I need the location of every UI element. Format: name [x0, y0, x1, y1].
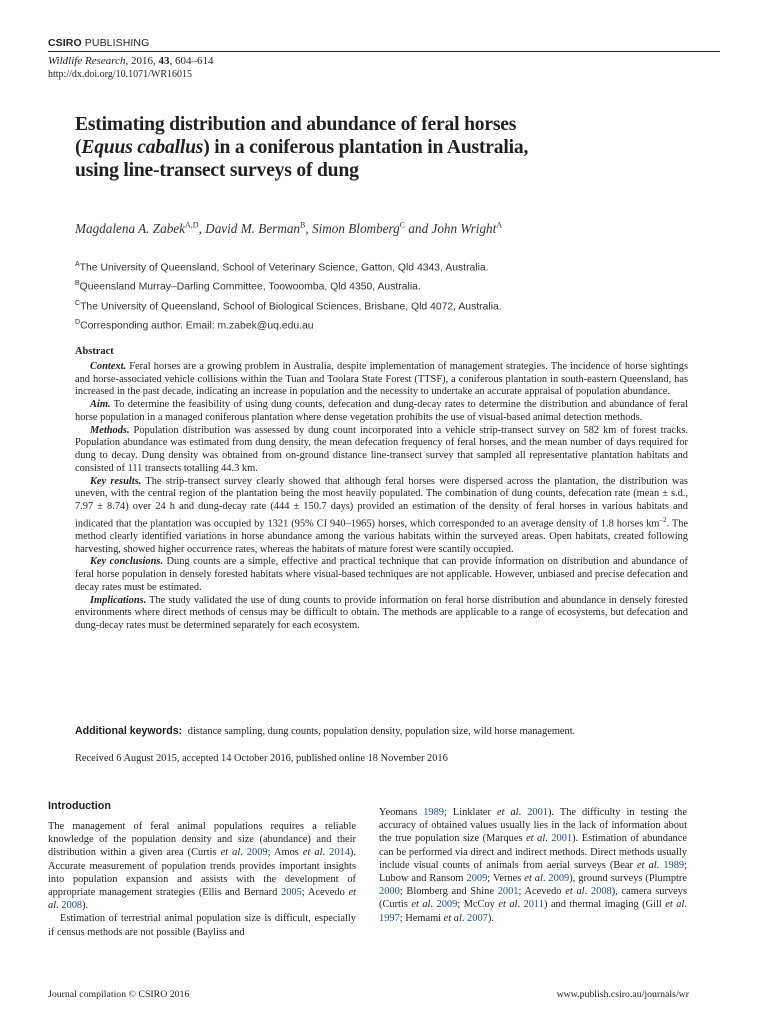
citation-link[interactable]: 2001 [527, 807, 548, 818]
article-title [75, 113, 705, 182]
text-run: ). Estimation of abundance can be performed via direct and indirect methods. Direct methods usually include visual counts of animals from aerial surveys (Bear [379, 833, 687, 871]
et-al: et al [220, 847, 241, 859]
abstract [75, 346, 688, 633]
author [431, 221, 502, 236]
citation-link[interactable]: 2011 [523, 899, 544, 911]
text-run: ). Accurate measurement of population trends provides important insights into population expansion and assists with the development of appropriate management strategies (Ellis and Bernard [48, 847, 356, 899]
intro-paragraph-2-cont [379, 806, 687, 925]
et-al: et al [637, 859, 657, 871]
abstract-methods [75, 425, 688, 476]
author [75, 221, 205, 236]
abstract-implications [75, 595, 688, 633]
results-text: The strip-transect survey clearly showed that although feral horses were dispersed across the plantation, the distribution was uneven, with the central region of the plantation being the most heavily populated. The combination of dung counts, defecation rate (mean ± s.d., 7.97 ± 8.74) over 24 h and dung-decay rate (444 ± 150.7 days) provided an estimation of the density of feral horses in various habitats and indicated that the plantation was occupied by 1321 (95% CI 940–1965) horses, which corresponded to an average density of 1.8 horses km [75, 475, 688, 530]
author-affil-mark: B [300, 221, 306, 230]
conclusions-label: Key conclusions. [90, 556, 164, 568]
et-al: et al [496, 807, 519, 818]
journal-name: Wildlife Research [48, 55, 126, 67]
context-text: Feral horses are a growing problem in Australia, despite implementation of management strategies. The incidence of horse sightings and horse-associated vehicle collisions within the Tuan and Toolara State Forest (TTSF), a coniferous plantation in south-eastern Queensland, has increased in the past decade, indicating an increase in population and the necessity to undertake an accurate appraisal of population abundance. [75, 360, 688, 398]
citation-link[interactable]: 2009 [246, 847, 268, 859]
implications-text: The study validated the use of dung counts to provide information on feral horse distribution and abundance in densely forested environments where direct methods of census may be difficult to obtain. The methods are applicable to a range of ecosystems, but defecation and dung-decay rates must be determined separately for each ecosystem. [75, 594, 688, 632]
author-list [75, 221, 502, 237]
citation-link[interactable]: 2005 [281, 887, 302, 899]
abstract-heading: Abstract [75, 346, 114, 357]
text-run: ). [487, 912, 494, 924]
text-run: . [461, 912, 468, 924]
affiliation-mark: D [75, 319, 81, 327]
affiliation-text[interactable]: Corresponding author. Email: m.zabek@uq.edu.au [80, 320, 314, 332]
text-run: ; Amos [267, 847, 303, 859]
affiliation-text: The University of Queensland, School of Biological Sciences, Brisbane, Qld 4072, Australia. [80, 301, 502, 313]
abstract-aim [75, 399, 688, 425]
text-run: . [56, 900, 62, 912]
citation-link[interactable]: 1989 [663, 859, 685, 871]
affiliation [75, 315, 502, 334]
aim-text: To determine the feasibility of using dung counts, defecation and dung-decay rates to determine the distribution and abundance of feral horse population in a managed coniferous plantation where dense vegetation prohibits the use of visual-based animal detection methods. [75, 399, 688, 423]
text-run: . [656, 859, 664, 871]
text-run: ; Acevedo [301, 887, 349, 899]
conclusions-text: Dung counts are a simple, effective and practical technique that can provide information on distribution and abundance of feral horse population in densely forested habitats where visual-based techniques are not applicable. However, unbiased and precise defecation and decay rates must be estimated. [75, 556, 688, 593]
affiliation-mark: B [75, 280, 80, 288]
text-run: . [545, 833, 552, 845]
methods-text: Population distribution was assessed by dung count incorporated into a vehicle strip-transect survey on 582 km of forest tracks. Population abundance was estimated from dung density, the mean defecation frequency of feral horses, and the mean number of days required for dung to decay. Dung density was obtained from on-ground distance line-transect survey that sampled all representative plantation habitats and consisted of 111 transects totalling 44.3 km. [75, 424, 688, 474]
et-al: et al [48, 887, 357, 912]
text-run: ; Acevedo [518, 886, 566, 898]
affiliation-mark: A [75, 261, 80, 268]
footer-copyright: Journal compilation © CSIRO 2016 [48, 989, 190, 1000]
footer-url[interactable]: www.publish.csiro.au/journals/wr [556, 989, 689, 1000]
citation-link[interactable]: 1997 [379, 912, 400, 924]
affiliation-text: The University of Queensland, School of Veterinary Science, Gatton, Qld 4343, Australia. [79, 262, 489, 274]
text-run: . [517, 899, 524, 911]
affiliation [75, 276, 502, 295]
abstract-results [75, 476, 688, 557]
journal-year: , 2016, [125, 55, 159, 67]
additional-keywords [75, 725, 575, 737]
et-al: et al [411, 899, 431, 911]
text-run: . [584, 886, 591, 898]
title-line-3: using line-transect surveys of dung [75, 160, 359, 181]
header-rule [48, 51, 720, 52]
affiliation-mark: C [75, 299, 81, 307]
author-name: John Wright [431, 221, 497, 237]
text-run: ; Blomberg and Shine [399, 886, 498, 898]
title-line-2 [75, 136, 705, 159]
affiliation [75, 257, 502, 276]
et-al: et al [443, 912, 462, 924]
results-text-cont: . The method clearly identified variations in horse abundance among the various habitats within the surveyed areas. Open habitats, created following harvesting, showed higher occurrence rates, whereas the habitats of mature forest were scantily occupied. [75, 518, 688, 555]
author-sep: and [405, 221, 432, 237]
text-run: ; Lubow and Ransom [379, 859, 687, 885]
text-run: ; Vernes [487, 873, 525, 885]
intro-paragraph-1 [48, 820, 356, 912]
affiliation-text: Queensland Murray–Darling Committee, Toowoomba, Qld 4350, Australia. [79, 281, 421, 293]
journal-volume: 43 [158, 55, 170, 67]
methods-label: Methods. [90, 424, 130, 436]
text-run: . [684, 899, 687, 911]
citation-link[interactable]: 2007 [467, 912, 488, 924]
citation-link[interactable]: 2000 [379, 886, 400, 898]
citation-link[interactable]: 2009 [436, 899, 458, 911]
text-run: ). The difficulty in testing the accuracy of obtained values usually lies in the lack of information about the true population size (Marques [379, 807, 687, 845]
keywords-label: Additional keywords: [75, 725, 183, 737]
text-run: ), ground surveys (Plumptre [569, 873, 687, 885]
title-paren: ( [75, 137, 82, 158]
text-run: . [240, 847, 247, 859]
affiliation [75, 296, 502, 315]
citation-link[interactable]: 2008 [61, 900, 83, 912]
context-label: Context. [90, 360, 127, 372]
text-run: . [430, 899, 437, 911]
author-affil-mark: C [399, 221, 406, 230]
author [205, 221, 312, 236]
species-name: Equus caballus [81, 137, 204, 158]
author-affil-mark: A [496, 221, 503, 230]
author-name: Magdalena A. Zabek [75, 221, 186, 237]
journal-pages: , 604–614 [169, 55, 214, 67]
intro-left-column [48, 820, 356, 939]
et-al: et al [524, 873, 543, 885]
title-line-1: Estimating distribution and abundance of feral horses [75, 114, 517, 135]
author-affil-mark: A,D [185, 221, 199, 230]
author-name: Simon Blomberg [311, 221, 400, 237]
citation-link[interactable]: 2001 [551, 833, 573, 845]
received-dates: Received 6 August 2015, accepted 14 October 2016, published online 18 November 2016 [75, 753, 448, 764]
results-superscript: –2 [659, 515, 667, 524]
introduction-heading: Introduction [48, 800, 111, 812]
text-run: . [518, 807, 528, 818]
abstract-conclusions [75, 556, 688, 594]
journal-citation [48, 55, 214, 67]
et-al: et al [498, 899, 518, 911]
intro-right-column [379, 806, 687, 925]
citation-link[interactable]: 2009 [466, 873, 488, 885]
citation-link[interactable]: 2014 [329, 847, 350, 859]
author [312, 221, 432, 236]
author-name: David M. Berman [205, 221, 301, 237]
doi-link[interactable]: http://dx.doi.org/10.1071/WR16015 [48, 69, 192, 80]
abstract-context [75, 361, 688, 399]
publisher-bold: CSIRO [48, 37, 82, 49]
text-run: ; Hemami [399, 912, 444, 924]
text-run: ). [82, 900, 89, 912]
et-al: et al [302, 847, 323, 859]
text-run: Yeomans [379, 807, 424, 818]
et-al: et al [665, 899, 685, 911]
title-line-2-rest: ) in a coniferous plantation in Australia, [203, 137, 529, 158]
publisher-rest: PUBLISHING [81, 37, 150, 49]
affiliations [75, 257, 502, 335]
text-run: . [542, 873, 549, 885]
citation-link[interactable]: 1989 [423, 807, 444, 818]
keywords-text: distance sampling, dung counts, population density, population size, wild horse management. [187, 726, 576, 737]
text-run: . [322, 847, 330, 859]
aim-label: Aim. [90, 399, 111, 410]
citation-link[interactable]: 2008 [590, 886, 612, 898]
et-al: et al [526, 833, 546, 845]
intro-paragraph-2: Estimation of terrestrial animal population size is difficult, especially if census methods are not possible (Bayliss and [48, 913, 356, 938]
implications-label: Implications. [90, 594, 147, 606]
text-run: The management of feral animal populations requires a reliable knowledge of the population density and size (abundance) and their distribution within a given area (Curtis [48, 821, 356, 859]
author-sep: , [198, 221, 206, 237]
text-run: ) and thermal imaging (Gill [543, 899, 666, 911]
author-sep: , [305, 221, 312, 237]
text-run: ; Linklater [444, 807, 497, 818]
text-run: ), camera surveys (Curtis [379, 886, 687, 911]
results-label: Key results. [90, 475, 142, 487]
publisher-name [48, 37, 149, 49]
text-run: ; McCoy [457, 899, 499, 911]
citation-link[interactable]: 2001 [497, 886, 519, 898]
citation-link[interactable]: 2009 [548, 873, 570, 885]
et-al: et al [565, 886, 585, 898]
